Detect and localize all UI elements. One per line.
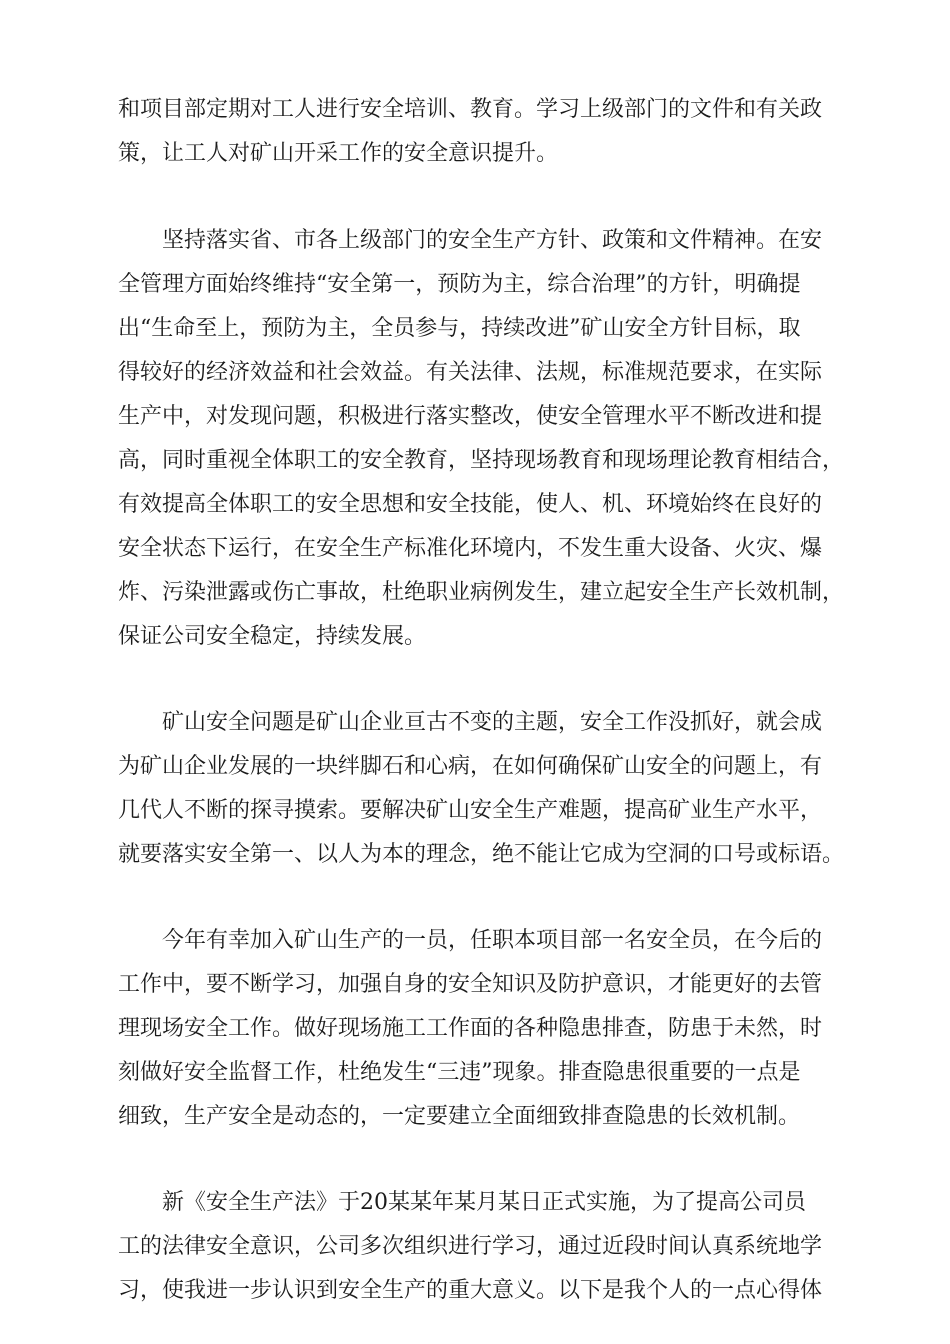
text-line: 安全状态下运行，在安全生产标准化环境内，不发生重大设备、火灾、爆: [118, 536, 823, 561]
text-line: 习，使我进一步认识到安全生产的重大意义。以下是我个人的一点心得体: [118, 1278, 823, 1303]
text-line: 炸、污染泄露或伤亡事故，杜绝职业病例发生，建立起安全生产长效机制，: [118, 580, 845, 605]
paragraph-first-line: 坚持落实省、市各上级部门的安全生产方针、政策和文件精神。在安: [162, 228, 823, 253]
text-line: 理现场安全工作。做好现场施工工作面的各种隐患排查，防患于未然，时: [118, 1016, 823, 1041]
text-line: 出“生命至上，预防为主，全员参与，持续改进”矿山安全方针目标，取: [118, 316, 801, 341]
text-line: 高，同时重视全体职工的安全教育，坚持现场教育和现场理论教育相结合，: [118, 448, 845, 473]
text-line: 刻做好安全监督工作，杜绝发生“三违”现象。排查隐患很重要的一点是: [118, 1060, 801, 1085]
text-line: 保证公司安全稳定，持续发展。: [118, 624, 427, 649]
paragraph-first-line: 矿山安全问题是矿山企业亘古不变的主题，安全工作没抓好，就会成: [162, 710, 823, 735]
text-line: 工作中，要不断学习，加强自身的安全知识及防护意识，才能更好的去管: [118, 972, 823, 997]
text-line: 就要落实安全第一、以人为本的理念，绝不能让它成为空洞的口号或标语。: [118, 842, 845, 867]
text-line: 工的法律安全意识，公司多次组织进行学习，通过近段时间认真系统地学: [118, 1234, 823, 1259]
text-line: 几代人不断的探寻摸索。要解决矿山安全生产难题，提高矿业生产水平，: [118, 798, 823, 823]
text-line: 和项目部定期对工人进行安全培训、教育。学习上级部门的文件和有关政: [118, 97, 823, 122]
text-line: 细致，生产安全是动态的，一定要建立全面细致排查隐患的长效机制。: [118, 1104, 801, 1129]
text-line: 全管理方面始终维持“安全第一，预防为主，综合治理”的方针，明确提: [118, 272, 801, 297]
text-line: 为矿山企业发展的一块绊脚石和心病，在如何确保矿山安全的问题上，有: [118, 754, 823, 779]
text-line: 有效提高全体职工的安全思想和安全技能，使人、机、环境始终在良好的: [118, 492, 823, 517]
text-line: 策，让工人对矿山开采工作的安全意识提升。: [118, 141, 559, 166]
text-line: 生产中，对发现问题，积极进行落实整改，使安全管理水平不断改进和提: [118, 404, 823, 429]
paragraph-first-line: 新《安全生产法》于20某某年某月某日正式实施，为了提高公司员: [162, 1190, 806, 1215]
paragraph-first-line: 今年有幸加入矿山生产的一员，任职本项目部一名安全员，在今后的: [162, 928, 823, 953]
text-line: 得较好的经济效益和社会效益。有关法律、法规，标准规范要求，在实际: [118, 360, 823, 385]
